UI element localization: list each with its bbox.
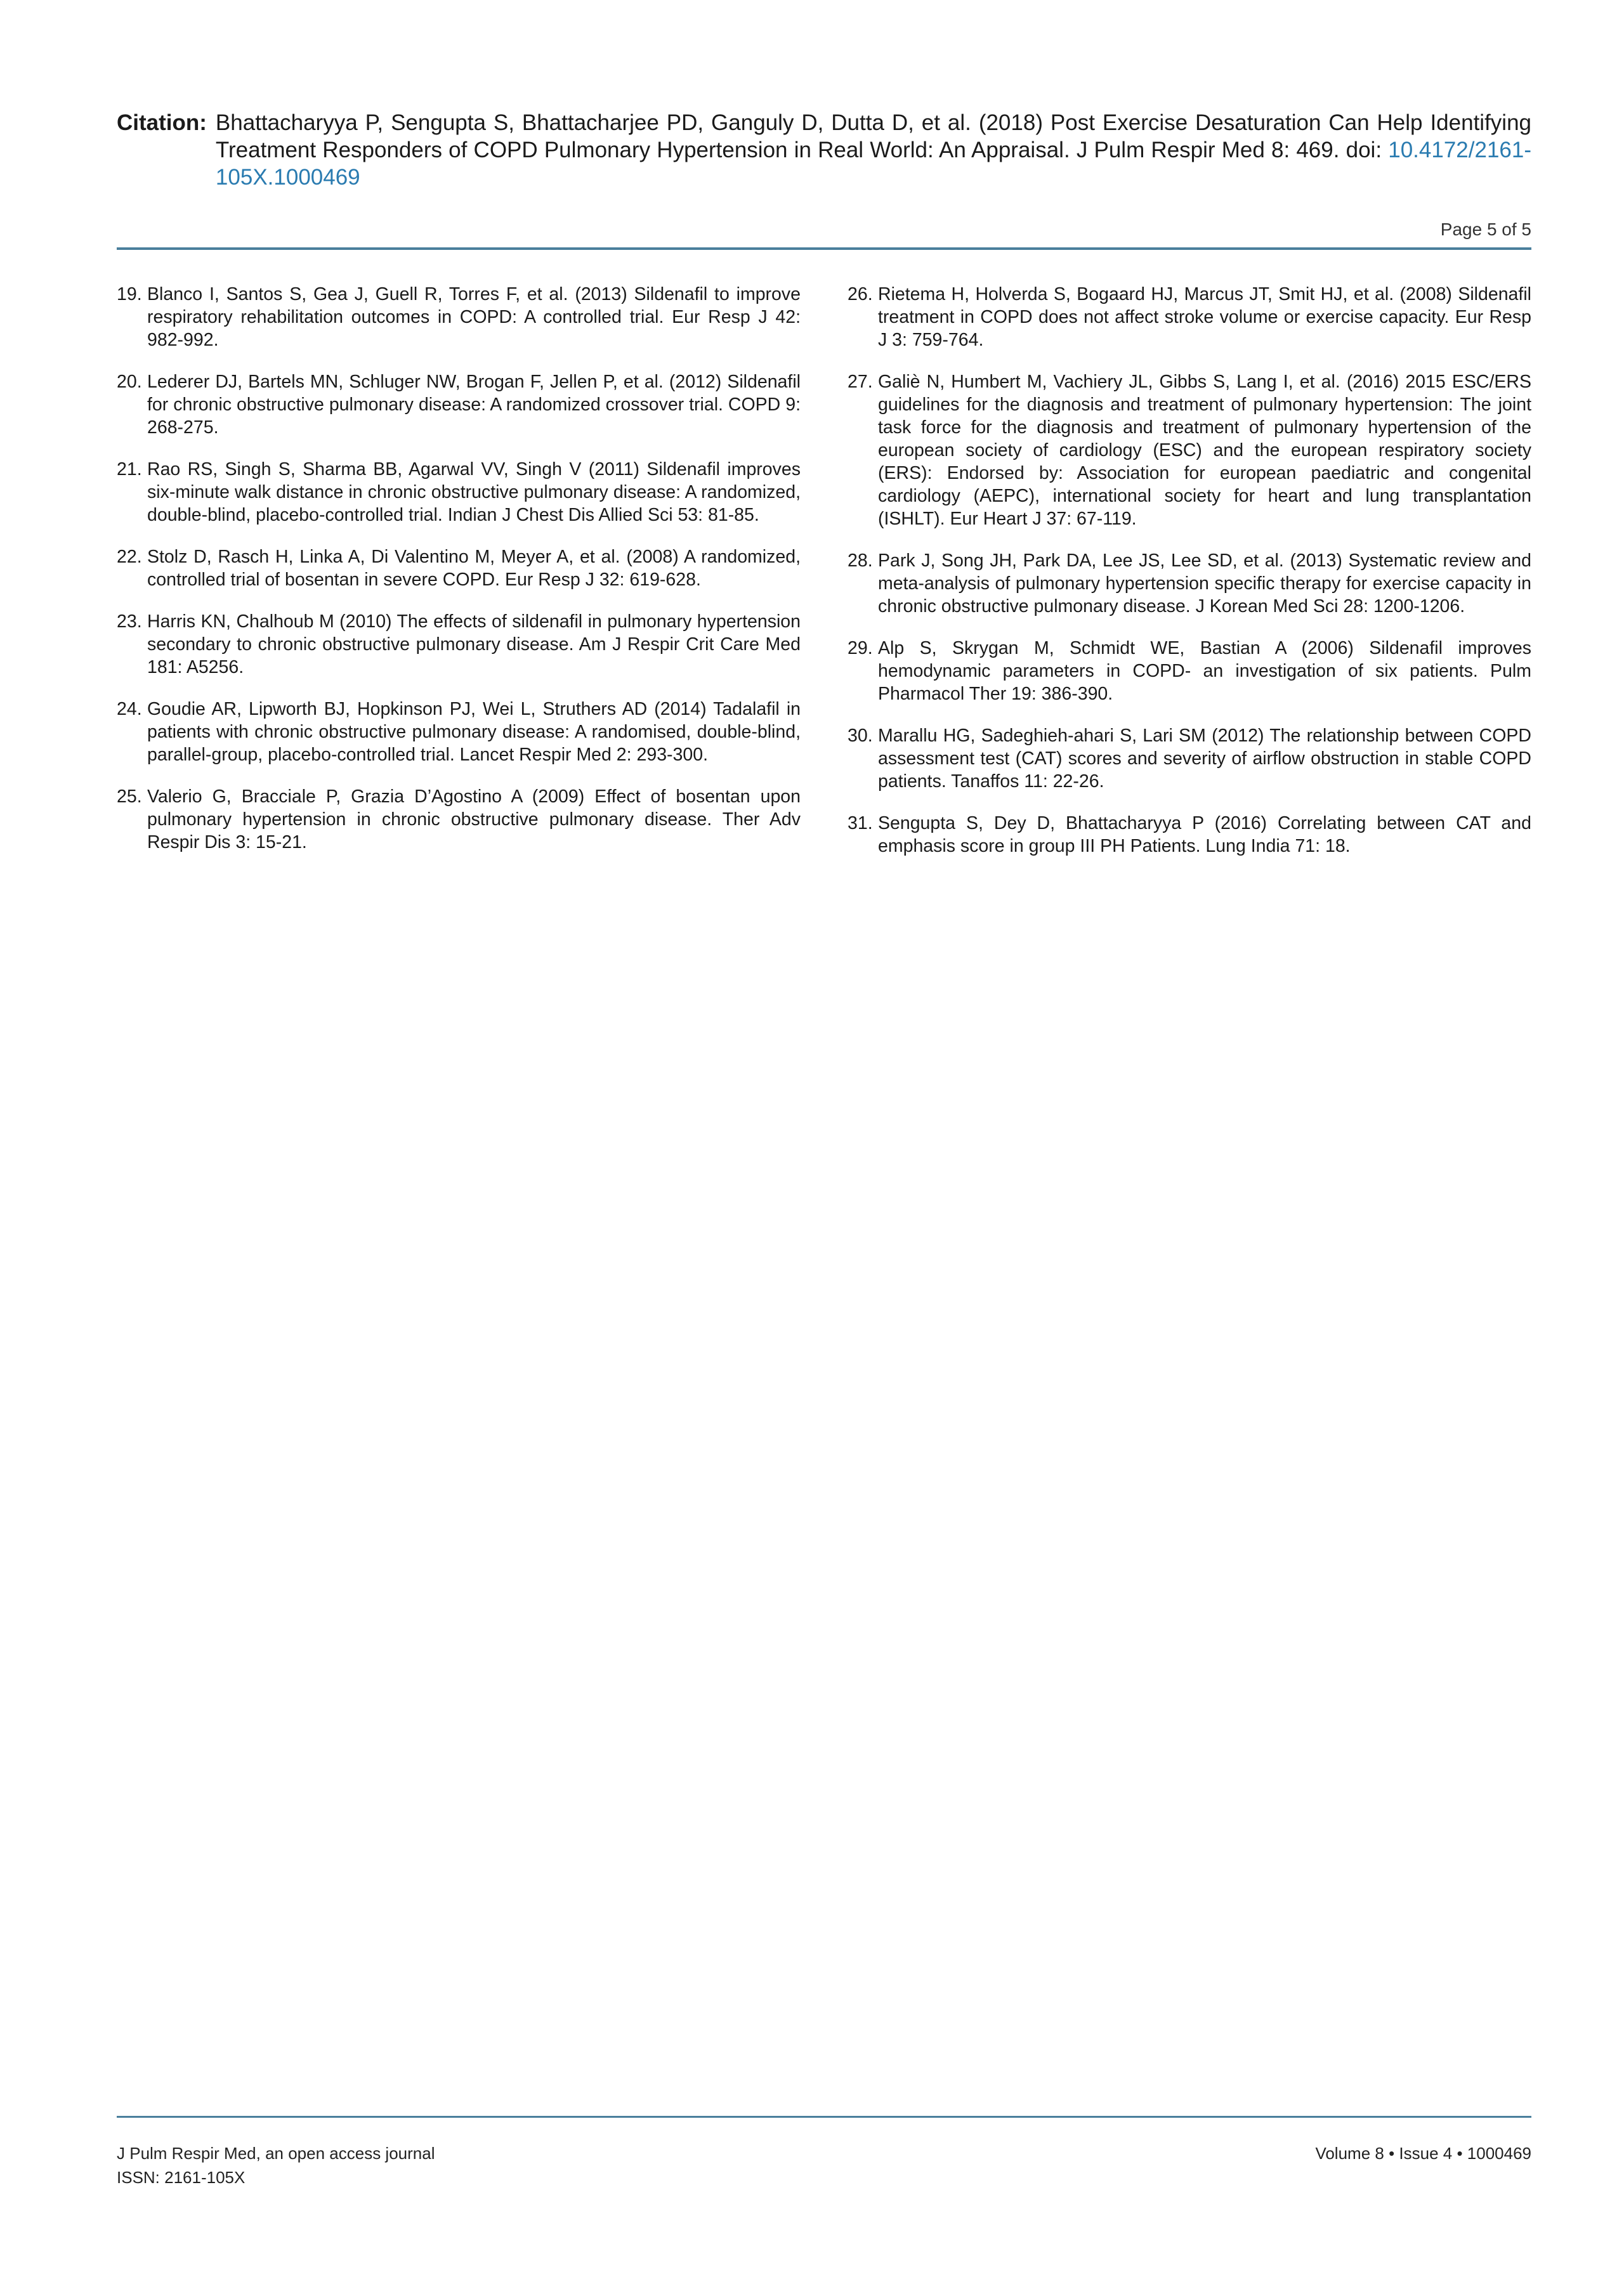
reference-number: 23. <box>117 611 142 632</box>
reference-item <box>848 549 1531 618</box>
reference-text: Marallu HG, Sadeghieh-ahari S, Lari SM (2012) The relationship between COPD assessment test (CAT) scores and severity of airflow obstruction in stable COPD patients. Tanaffos 11: 22-26. <box>878 726 1531 792</box>
reference-number: 19. <box>117 284 142 304</box>
reference-number: 22. <box>117 547 142 567</box>
reference-text: Rao RS, Singh S, Sharma BB, Agarwal VV, Singh V (2011) Sildenafil improves six-minute walk distance in chronic obstructive pulmonary disease: A randomized, double-blind, placebo-controlled trial. Indian J Chest Dis Allied Sci 53: 81-85. <box>147 459 801 525</box>
reference-number: 30. <box>848 726 873 746</box>
citation-body: Bhattacharyya P, Sengupta S, Bhattacharjee PD, Ganguly D, Dutta D, et al. (2018) Post Exercise Desaturation Can Help Identifying Treatment Responders of COPD Pulmonary Hypertension in Real World: An Appraisal. J Pulm Respir Med 8: 469. doi: <box>215 110 1531 162</box>
reference-item <box>848 724 1531 793</box>
reference-text: Harris KN, Chalhoub M (2010) The effects of sildenafil in pulmonary hypertension secondary to chronic obstructive pulmonary disease. Am J Respir Crit Care Med 181: A5256. <box>147 611 801 677</box>
footer-volume: Volume 8 • Issue 4 • 1000469 <box>1315 2144 1531 2163</box>
reference-text: Sengupta S, Dey D, Bhattacharyya P (2016) Correlating between CAT and emphasis score in group III PH Patients. Lung India 71: 18. <box>878 813 1531 856</box>
reference-number: 31. <box>848 813 873 833</box>
reference-number: 26. <box>848 284 873 304</box>
doi-link[interactable]: 10.4172/2161-105X.1000469 <box>215 138 1531 190</box>
reference-item <box>848 812 1531 858</box>
citation-text <box>216 109 1531 191</box>
footer-right <box>1315 2141 1531 2165</box>
reference-item <box>117 610 801 679</box>
reference-number: 28. <box>848 551 873 571</box>
reference-number: 20. <box>117 372 142 392</box>
reference-item <box>848 637 1531 705</box>
reference-text: Blanco I, Santos S, Gea J, Guell R, Torres F, et al. (2013) Sildenafil to improve respiratory rehabilitation outcomes in COPD: A controlled trial. Eur Resp J 42: 982-992. <box>147 284 801 350</box>
page-number: Page 5 of 5 <box>1440 219 1531 239</box>
footer-left <box>117 2141 435 2189</box>
reference-text: Lederer DJ, Bartels MN, Schluger NW, Brogan F, Jellen P, et al. (2012) Sildenafil for chronic obstructive pulmonary disease: A randomized crossover trial. COPD 9: 268-275. <box>147 372 801 438</box>
reference-number: 27. <box>848 372 873 392</box>
reference-number: 25. <box>117 786 142 807</box>
reference-item <box>848 370 1531 530</box>
reference-text: Stolz D, Rasch H, Linka A, Di Valentino M, Meyer A, et al. (2008) A randomized, controlled trial of bosentan in severe COPD. Eur Resp J 32: 619-628. <box>147 547 801 590</box>
references-column-right <box>848 283 1531 877</box>
reference-text: Rietema H, Holverda S, Bogaard HJ, Marcus JT, Smit HJ, et al. (2008) Sildenafil treatment in COPD does not affect stroke volume or exercise capacity. Eur Resp J 3: 759-764. <box>878 284 1531 350</box>
reference-item <box>117 458 801 526</box>
footer-journal: J Pulm Respir Med, an open access journal <box>117 2144 435 2163</box>
citation-label: Citation: <box>117 110 207 135</box>
reference-item <box>117 785 801 854</box>
reference-number: 24. <box>117 699 142 719</box>
reference-text: Goudie AR, Lipworth BJ, Hopkinson PJ, Wei L, Struthers AD (2014) Tadalafil in patients with chronic obstructive pulmonary disease: A randomised, double-blind, parallel-group, placebo-controlled trial. Lancet Respir Med 2: 293-300. <box>147 699 801 765</box>
reference-item <box>117 545 801 591</box>
references-column-left <box>117 283 801 873</box>
reference-number: 21. <box>117 459 142 479</box>
reference-item <box>848 283 1531 351</box>
reference-text: Alp S, Skrygan M, Schmidt WE, Bastian A (2006) Sildenafil improves hemodynamic parameters in COPD- an investigation of six patients. Pulm Pharmacol Ther 19: 386-390. <box>878 638 1531 704</box>
reference-number: 29. <box>848 638 873 658</box>
footer-divider <box>117 2116 1531 2118</box>
reference-item <box>117 370 801 439</box>
reference-item <box>117 283 801 351</box>
reference-text: Galiè N, Humbert M, Vachiery JL, Gibbs S, Lang I, et al. (2016) 2015 ESC/ERS guidelines for the diagnosis and treatment of pulmonary hypertension: The joint task force for the diagnosis and treatment of pulmonary hypertension of the european society of cardiology (ESC) and the european respiratory society (ERS): Endorsed by: Association for european paediatric and congenital cardiology (AEPC), international society for heart and lung transplantation (ISHLT). Eur Heart J 37: 67-119. <box>878 372 1531 529</box>
header-divider <box>117 247 1531 250</box>
footer-issn: ISSN: 2161-105X <box>117 2168 246 2187</box>
reference-text: Park J, Song JH, Park DA, Lee JS, Lee SD, et al. (2013) Systematic review and meta-analysis of pulmonary hypertension specific therapy for exercise capacity in chronic obstructive pulmonary disease. J Korean Med Sci 28: 1200-1206. <box>878 551 1531 616</box>
reference-text: Valerio G, Bracciale P, Grazia D’Agostino A (2009) Effect of bosentan upon pulmonary hypertension in chronic obstructive pulmonary disease. Ther Adv Respir Dis 3: 15-21. <box>147 786 801 852</box>
citation-block <box>117 109 1531 191</box>
reference-item <box>117 698 801 766</box>
